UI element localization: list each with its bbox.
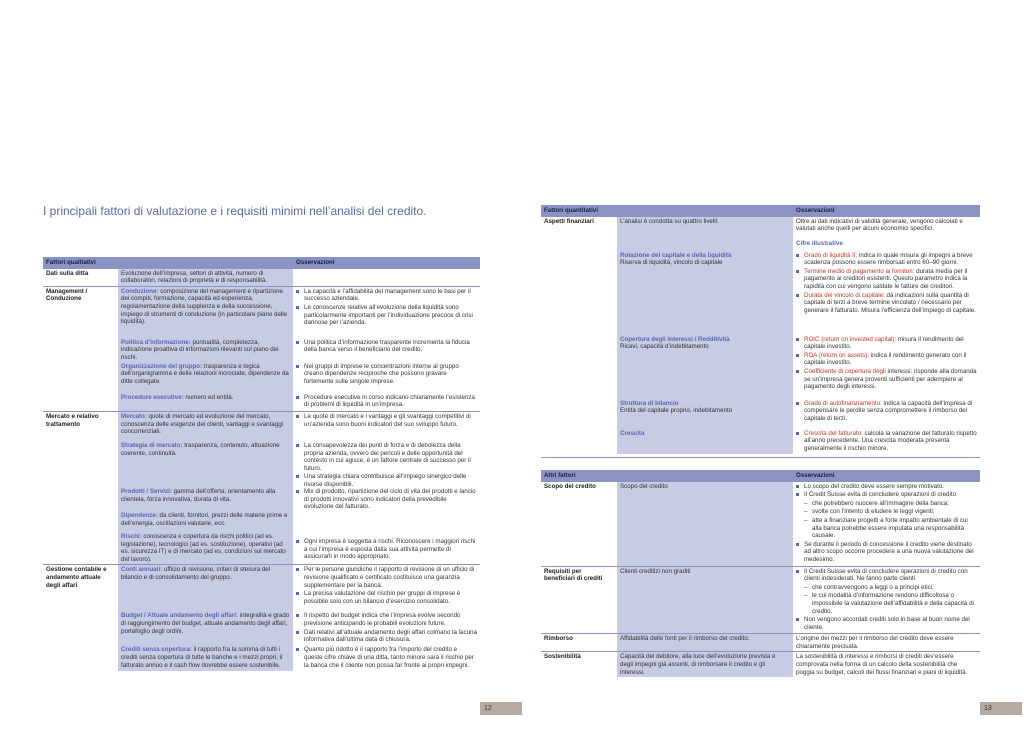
- desc-cell: Capacità del debitore, alla luce dell’evoluzione prevista e degli impegni già assunti, di rimborsare il credito e gli interessi.: [617, 652, 793, 677]
- obs-item: Per le persone giuridiche il rapporto di revisione di un ufficio di revisione qualificato e certificato costituisce una garanzia supplementare per la banca.: [296, 566, 477, 589]
- table-row: [541, 652, 980, 677]
- sub-text: trasparenza, contenuto, attuazione coerente, continuità.: [121, 441, 280, 457]
- sub-label: Rischi:: [121, 532, 142, 540]
- page-number: 12: [480, 702, 522, 715]
- sub-text: Ricavi, capacità d’indebitamento: [620, 343, 709, 351]
- factor-cell: Mercato e relativo trattamento: [43, 411, 118, 564]
- sub-label: Struttura di bilancio: [620, 399, 679, 407]
- sub-label: Procedure esecutive:: [121, 393, 184, 401]
- obs-item: Il rispetto del budget indica che l’impresa evolve secondo previsione anticipando le probabili evoluzioni future.: [296, 612, 477, 627]
- table-header-row: [541, 470, 980, 482]
- obs-subitem: – atte a finanziare progetti a forte impatto ambientale di cui alla banca potrebbe essere imputata una responsabilità causale.: [796, 517, 977, 540]
- quantitative-factors-table: [541, 205, 980, 458]
- obs-item: Una politica d’informazione trasparente incrementa la fiducia della banca verso il beneficiario del credito.: [296, 339, 477, 354]
- table-row: [541, 482, 980, 566]
- table-header-row: [43, 257, 480, 269]
- obs-item: Il Credit Suisse evita di concludere operazioni di credito con clienti indesiderati. Ne fanno parte clienti: [796, 568, 977, 583]
- table-header-row: [541, 205, 980, 217]
- obs-cell: [793, 566, 980, 634]
- obs-item: Ogni impresa è soggetta a rischi. Riconoscere i maggiori rischi a cui l’impresa è esposta dalla sua attività permette di assicurarli in modo appropriato.: [296, 538, 477, 561]
- obs-item: Mix di prodotto, ripartizione del ciclo di vita dei prodotti e lancio di prodotti innovativi sono indicatori della prevedibile evoluzione del fatturato.: [296, 488, 477, 511]
- obs-subitem: – che potrebbero nuocere all’immagine della banca;: [796, 500, 977, 508]
- table-row: [43, 411, 480, 564]
- sub-text: conoscenza e copertura da rischi politici (ad es. legislazione), tecnologici (ad es. sostituzione), operativi (ad es. sicurezza IT) e di mercato (ad es. condizioni sul mercato del lavoro).: [121, 532, 286, 563]
- obs-item: Grado di liquidità II: indica in quale misura gli impegni a breve scadenza possono essere rimborsati entro 60–90 giorni.: [796, 252, 977, 267]
- sub-text: composizione del management e ripartizione dei compiti, formazione, capacità ed esperienza, regolamentazione della supplenza e della successione, impiego di strumenti di conduzione (in particolare piano delle liquidità).: [121, 287, 288, 326]
- factor-cell: Rimborso: [541, 634, 617, 652]
- obs-item: La consapevolezza dei punti di forza e di debolezza della propria azienda, ovvero dei pericoli e delle opportunità del contesto in cui agisce, è un fattore centrale di successo per il futuro.: [296, 442, 477, 472]
- col-header-observations: Osservazioni: [793, 470, 980, 482]
- sub-label: Conduzione:: [121, 287, 159, 295]
- col-header-factor: Altri fattori: [541, 470, 617, 482]
- factor-cell: Aspetti finanziari: [544, 217, 594, 225]
- factor-cell: Sostenibilità: [541, 652, 617, 677]
- page-number: 13: [980, 702, 1022, 715]
- factor-cell: Management / Conduzione: [43, 286, 118, 411]
- sub-label: Strategia di mercato:: [121, 441, 183, 449]
- obs-item: Quanto più ridotto è il rapporto fra l’importo del credito e queste cifre chiave di una ditta, tanto minore sarà il rischio per la banca che il cliente non possa far fronte ai propri impegni.: [296, 646, 477, 669]
- sub-label: Dipendenze:: [121, 511, 158, 519]
- obs-cell: La sostenibilità di interessi e rimborsi di crediti dev’essere comprovata nella forma di un calcolo della sostenibilità che poggia su budget, calcoli dei flussi finanziari e piani di liquidità.: [793, 652, 980, 677]
- obs-item: Durata del vincolo di capitale: dà indicazioni sulla quantità di capitale di terzi a breve termine vincolato / necessario per generare il fatturato. Misura l’efficienza dell’impiego di capitale.: [796, 292, 977, 315]
- sub-text: puntualità, completezza, indicazione proattiva di informazioni rilevanti sul piano dei rischi.: [121, 338, 279, 361]
- sub-label: Mercato:: [121, 412, 147, 420]
- obs-item: Il Credit Suisse evita di concludere operazioni di credito: [796, 491, 977, 499]
- desc-cell: Scopo del credito: [617, 482, 793, 566]
- sub-text: numero ed entità.: [183, 393, 234, 401]
- sub-label: Crediti senza copertura:: [121, 646, 192, 654]
- sub-label: Crescita: [620, 429, 645, 437]
- desc-cell: Clienti creditizi non graditi: [617, 566, 793, 634]
- obs-cell: [293, 565, 480, 671]
- sub-label: Copertura degli interessi / Redditività: [620, 335, 730, 343]
- obs-item: Lo scopo del credito deve essere sempre motivato.: [796, 483, 977, 491]
- table-row: [541, 566, 980, 634]
- obs-cell: L’origine dei mezzi per il rimborso del credito deve essere chiaramente precisata.: [793, 634, 980, 652]
- obs-item: Procedure esecutive in corso indicano chiaramente l’esistenza di problemi di liquidità in un’impresa.: [296, 394, 477, 409]
- obs-item: Le conoscenze relative all’evoluzione della liquidità sono particolarmente importanti per l’individuazione precoce di crisi dannose per l’azienda.: [296, 304, 477, 327]
- obs-subitem: – le cui modalità d’informazione rendono difficoltosa o impossibile la valutazione dell’affidabilità e della capacità di credito.: [796, 592, 977, 615]
- obs-item: Se durante il periodo di concessione il credito viene destinato ad altro scopo occorre procedere a una nuova valutazione del medesimo.: [796, 541, 977, 564]
- factor-cell: Gestione contabile e andamento attuale degli affari: [43, 565, 118, 671]
- intro-text: L’analisi è condotta su quattro livelli:: [620, 217, 719, 225]
- obs-cell: [293, 411, 480, 564]
- desc-cell: Affidabilità delle fonti per il rimborso del credito.: [617, 634, 793, 652]
- obs-subitem: – svolte con l’intento di eludere le leggi vigenti;: [796, 508, 977, 516]
- factor-cell: Requisiti per beneficiari di crediti: [541, 566, 617, 634]
- sub-text: integralità e grado di raggiungimento del budget, attuale andamento degli affari, portafoglio degli ordini.: [121, 612, 290, 635]
- sub-label: Prodotti / Servizi:: [121, 487, 172, 495]
- col-header-factor: Fattori qualitativi: [43, 257, 118, 269]
- desc-cell: [118, 411, 293, 564]
- obs-item: ROA (return on assets): indica il rendimento generato con il capitale investito.: [796, 352, 977, 367]
- sub-text: Entità del capitale proprio, indebitamento: [620, 407, 733, 415]
- page-title: I principali fattori di valutazione e i requisiti minimi nell’analisi del credito.: [43, 204, 427, 218]
- col-header-observations: Osservazioni: [293, 257, 480, 269]
- sub-label: Politica d’informazione:: [121, 338, 191, 346]
- obs-cell: [793, 482, 980, 566]
- obs-item: Coefficiente di copertura degli interessi: risponde alla domanda se un’impresa genera proventi sufficienti per adempiere al pagamento degli interessi.: [796, 368, 977, 391]
- obs-item: Le quote di mercato e i vantaggi e gli svantaggi competitivi di un’azienda sono buoni indicatori del suo sviluppo futuro.: [296, 413, 477, 428]
- sub-text: da clienti, fornitori, prezzi delle materie prime e dell’energia, oscillazioni valutarie, ecc.: [121, 511, 288, 527]
- obs-cell: [293, 286, 480, 411]
- factor-cell: Scopo del credito: [544, 482, 596, 490]
- obs-subitem: – che contravvengono a leggi o a principi etici;: [796, 584, 977, 592]
- obs-item: Termine medio di pagamento ai fornitori: durata media per il pagamento ai creditori esistenti. Questo parametro indica la rapidità con cui vengono saldate le fatture dei creditori.: [796, 268, 977, 291]
- obs-cell: [793, 217, 980, 455]
- table-row: [541, 217, 980, 455]
- other-factors-table: [541, 470, 980, 677]
- table-row: [43, 286, 480, 411]
- obs-cell: [293, 269, 480, 287]
- col-header-desc: [617, 205, 793, 217]
- sub-label: Organizzazione del gruppo:: [121, 362, 203, 370]
- desc-cell: [118, 286, 293, 411]
- qualitative-factors-table: [43, 257, 480, 671]
- obs-item: La precisa valutazione del rischio per gruppi di imprese è possibile solo con un bilancio d’esercizio consolidato.: [296, 590, 477, 605]
- desc-cell: Evoluzione dell’impresa, settori di attività, numero di collaboratori, relazioni di proprietà e di responsabilità.: [118, 269, 293, 287]
- obs-item: Grado di autofinanziamento: indica la capacità dell’impresa di compensare le perdite senza compromettere il rimborso del capitale di terzi.: [796, 400, 977, 423]
- sub-text: trasparenza e logica dell’organigramma e delle relazioni incrociate, dipendenze da ditte collegate.: [121, 362, 289, 385]
- obs-item: Crescita del fatturato: calcola la variazione del fatturato rispetto all’anno precedente. Una crescita moderata presenta generalmente il rischio minore.: [796, 430, 977, 453]
- sub-label: Budget / Attuale andamento degli affari:: [121, 612, 238, 620]
- obs-item: Nei gruppi di imprese le concentrazioni interne al gruppo creano dipendenze reciproche che possono gravare fortemente sulle singole imprese.: [296, 363, 477, 386]
- col-header-desc: [617, 470, 793, 482]
- table-row: [541, 634, 980, 652]
- obs-item: Non vengono accordati crediti solo in base al buon nome del cliente.: [796, 616, 977, 631]
- desc-cell: [118, 565, 293, 671]
- table-row: [43, 565, 480, 671]
- obs-item: Dati relativi all’attuale andamento degli affari colmano la lacuna informativa dall’ultima data di chiusura.: [296, 629, 477, 644]
- table-row: [43, 269, 480, 287]
- obs-item: ROIC (return on invested capital): misura il rendimento del capitale investito.: [796, 336, 977, 351]
- sub-text: Riserva di liquidità, vincolo di capitale: [620, 259, 723, 267]
- sub-text: quote di mercato ed evoluzione del mercato, conoscenza delle esigenze dei clienti, vantaggi e svantaggi concorrenziali.: [121, 412, 284, 436]
- obs-item: Una strategia chiara contribuisce all’impiego sinergico delle risorse disponibili.: [296, 473, 477, 488]
- col-header-desc: [118, 257, 293, 269]
- sub-text: gamma dell’offerta, orientamento alla clientela, forza innovativa, durata di vita.: [121, 487, 276, 503]
- col-header-observations: Osservazioni: [793, 205, 980, 217]
- cifre-heading: Cifre illustrative: [796, 239, 843, 247]
- sub-text: ufficio di revisione, criteri di stesura del bilancio e di consolidamento del gruppo.: [121, 566, 271, 581]
- sub-label: Conti annuali:: [121, 566, 163, 574]
- col-header-factor: Fattori quantitativi: [541, 205, 617, 217]
- factor-cell: Dati sulla ditta: [46, 269, 89, 277]
- sub-label: Rotazione del capitale e della liquidità: [620, 251, 732, 259]
- intro-obs: Oltre ai dati indicativi di validità generale, vengono calcolati e valutati anche quelli per alcuni economici specifici.: [796, 217, 963, 233]
- sub-text: il rapporto fra la somma di tutti i crediti senza copertura di tutte le banche e i mezzi propri, il fatturato annuo e il cash flow dovrebbe essere sostenibile.: [121, 646, 283, 669]
- obs-item: La capacità e l’affidabilità del management sono le basi per il successo aziendale.: [296, 288, 477, 303]
- desc-cell: [617, 217, 793, 455]
